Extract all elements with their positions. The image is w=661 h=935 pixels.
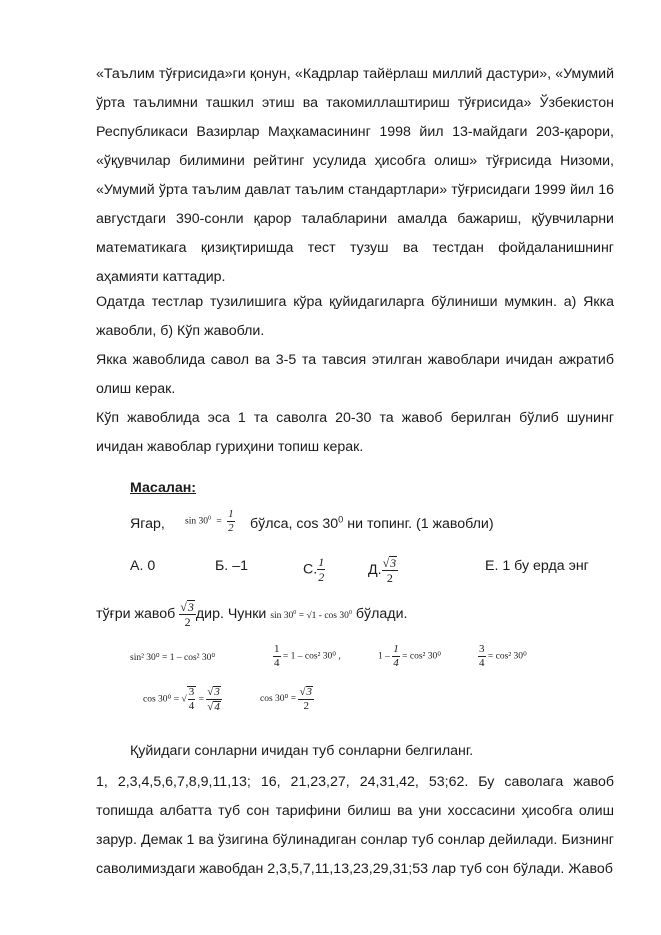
paragraph-single-answer: Якка жавоблида савол ва 3-5 та тавсия этилган жавоблари ичидан ажратиб олиш керак. <box>96 352 614 397</box>
derivation-step-6: cos 30⁰ = $\frac{√3}{2}$ <box>260 686 313 712</box>
paragraph-intro: «Таълим тўғрисида»ги қонун, «Кадрлар тайёрлаш миллий дастури», «Умумий ўрта таълимни ташкил этиш ва такомиллаштириш тўғрисида» Ўзбекистон Республикаси Вазирлар Маҳкамасининг 1998 йил 13-майдаги 203-қарори, «ўқувчилар билимини рейтинг усулида ҳисобга олиш» тўғрисида Низоми, «Умумий ўрта таълим давлат таълим стандартлари» тўғрисидаги 1999 йил 16 августдаги 390-сонли қарор талабларини амалда бажариш, қўувчиларни математикага қизиқтиришда тест тузуш ва тестдан фойдаланишнинг аҳамияти каттадир. <box>96 66 614 285</box>
derivation-step-4: $\frac{3}{4}$ = cos² 30⁰ <box>479 643 527 669</box>
option-c: С. $\frac{1}{2}$ <box>303 555 325 584</box>
derivation-step-3: 1 – $\frac{1}{4}$ = cos² 30⁰ <box>378 643 442 669</box>
derivation-step-1: sin² 30⁰ = 1 – cos² 30⁰ <box>130 653 216 663</box>
condition-formula: $\sin 30^0$ = $\frac{1}{2}$ <box>185 508 234 534</box>
option-d: Д. $\frac{√3}{2}$ <box>368 556 397 585</box>
option-b: Б. –1 <box>215 558 248 574</box>
paragraph-prime-numbers: 1, 2,3,4,5,6,7,8,9,11,13; 16, 21,23,27, 24,31,42, 53;62. Бу саволага жавоб топишда албатта туб сон тарифини билиш ва уни хоссасини ҳисобга олиш зарур. Демак 1 ва ўзигина бўлинадиган сонлар туб сонлар дейилади. Бизнинг саволимиздаги жавобдан 2,3,5,7,11,13,23,29,31;53 лар туб сон бўлади. Жавоб <box>96 774 614 877</box>
paragraph-test-types: Одатда тестлар тузилишига кўра қуйидагиларга бўлиниши мумкин. а) Якка жавобли, б) Кўп жавобли. <box>96 294 614 339</box>
condition-label: Ягар, <box>130 516 165 532</box>
example-heading: Масалан: <box>130 480 197 496</box>
paragraph-task: Қуйидаги сонларни ичидан туб сонларни белгиланг. <box>130 743 474 759</box>
paragraph-multi-answer: Кўп жавоблида эса 1 та саволга 20-30 та жавоб берилган бўлиб шунинг ичидан жавоблар гуриҳини топиш керак. <box>96 410 614 455</box>
answer-line: тўғри жавоб $\frac{√3}{2}$ дир. Чунки $\sin 30^0 = √1 - \cos 30^0$ бўлади. <box>96 600 408 629</box>
option-e: Е. 1 бу ерда энг <box>485 558 589 574</box>
derivation-step-5: cos 30⁰ = √ $\frac{3}{4}$ = $\frac{√3}{√4}$ <box>143 686 220 713</box>
derivation-step-2: $\frac{1}{4}$ = 1 – cos² 30⁰ , <box>274 643 341 669</box>
option-a: А. 0 <box>130 558 156 574</box>
condition-tail: бўлса, $\cos 30^0$ ни топинг. (1 жавобли) <box>250 514 494 532</box>
